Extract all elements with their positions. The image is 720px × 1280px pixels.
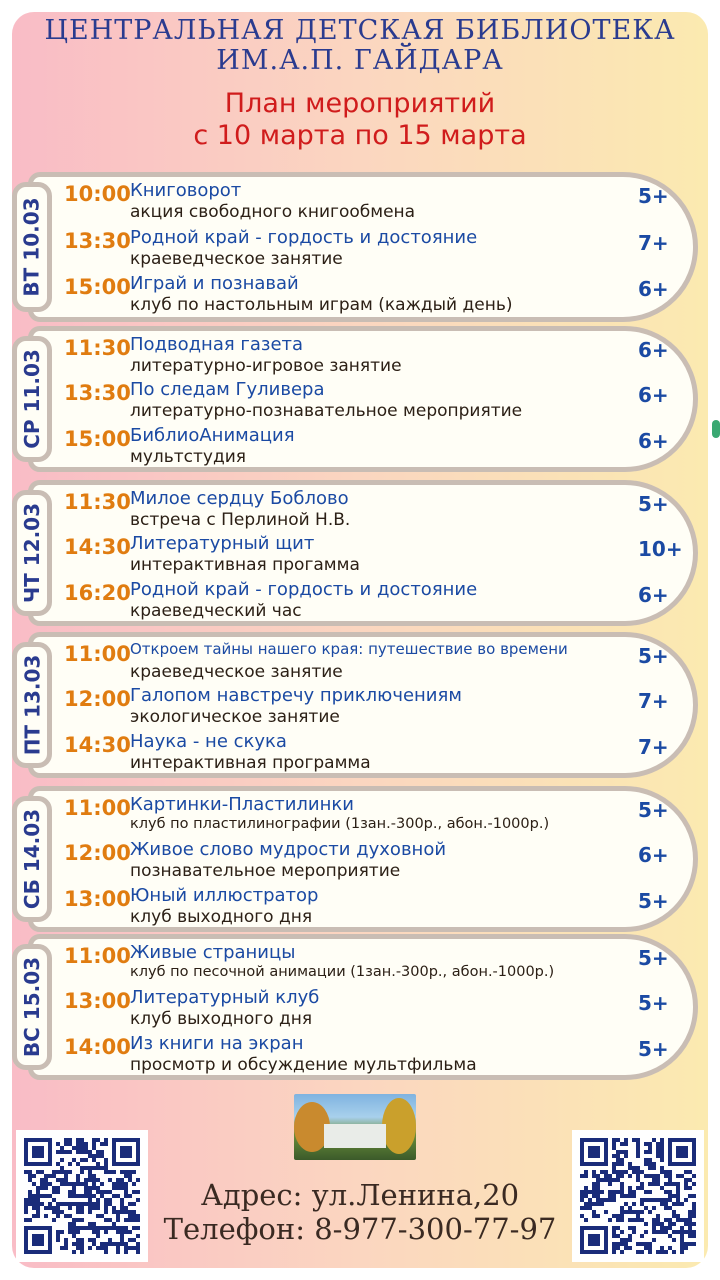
event-title: Подводная газета xyxy=(130,334,304,355)
edge-mark xyxy=(712,420,720,438)
event-time: 14:30 xyxy=(64,535,131,560)
event-time: 13:30 xyxy=(64,381,131,406)
age-rating: 6+ xyxy=(638,383,669,408)
event-title: Родной край - гордость и достояние xyxy=(130,578,478,600)
event-description: клуб выходного дня xyxy=(130,1009,313,1030)
age-rating: 5+ xyxy=(638,798,669,822)
event-time: 11:00 xyxy=(64,642,131,666)
day-label-text: СР 11.03 xyxy=(20,349,44,449)
event-description: краеведческое занятие xyxy=(130,248,343,269)
event-time: 13:00 xyxy=(64,886,131,911)
event-description: экологическое занятие xyxy=(130,707,340,728)
event-description: просмотр и обсуждение мультфильма xyxy=(130,1054,477,1075)
schedule-title: План мероприятий с 10 марта по 15 марта xyxy=(193,88,527,151)
age-rating: 5+ xyxy=(638,946,669,970)
event-title: Родной край - гордость и достояние xyxy=(130,226,478,248)
day-label-text: ПТ 13.03 xyxy=(20,654,45,756)
day-label xyxy=(12,796,52,922)
event-time: 14:00 xyxy=(64,1034,131,1059)
day-label xyxy=(12,944,52,1070)
event-description: клуб по пластилинографии (1зан.-300р., абон.-1000р.) xyxy=(130,816,550,832)
event-description: интерактивная прогамма xyxy=(130,555,360,576)
event-title: БиблиоАнимация xyxy=(130,424,295,446)
age-rating: 7+ xyxy=(638,734,669,759)
event-title: Галопом навстречу приключениям xyxy=(130,685,462,707)
event-title: Книговорот xyxy=(130,180,242,201)
event-title: Литературный щит xyxy=(130,533,315,555)
event-title: Наука - не скука xyxy=(130,730,287,752)
event-description: клуб по песочной анимации (1зан.-300р., абон.-1000р.) xyxy=(130,964,555,980)
day-label-text: ВС 15.03 xyxy=(20,956,44,1058)
event-description: литературно-познавательное мероприятие xyxy=(130,401,523,422)
event-time: 13:30 xyxy=(64,228,131,253)
event-title: Юный иллюстратор xyxy=(130,884,319,906)
age-rating: 5+ xyxy=(638,1036,669,1061)
event-time: 12:00 xyxy=(64,841,131,866)
event-description: акция свободного книгообмена xyxy=(130,202,416,222)
event-time: 15:00 xyxy=(64,426,131,451)
event-time: 16:20 xyxy=(64,580,131,605)
event-time: 11:30 xyxy=(64,490,131,514)
event-title: Играй и познавай xyxy=(130,273,299,295)
event-title: Литературный клуб xyxy=(130,987,320,1009)
event-time: 15:00 xyxy=(64,275,131,300)
event-description: литературно-игровое занятие xyxy=(130,356,402,376)
age-rating: 7+ xyxy=(638,689,669,714)
event-time: 12:00 xyxy=(64,687,131,712)
event-title: Живое слово мудрости духовной xyxy=(130,839,447,861)
day-label xyxy=(12,182,52,312)
age-rating: 5+ xyxy=(638,644,669,668)
address: Адрес: ул.Ленина,20 xyxy=(200,1178,520,1212)
event-title: По следам Гуливера xyxy=(130,379,325,401)
event-description: интерактивная программа xyxy=(130,752,371,773)
age-rating: 5+ xyxy=(638,184,669,208)
age-rating: 5+ xyxy=(638,888,669,913)
event-title: Из книги на экран xyxy=(130,1032,304,1054)
event-description: мультстудия xyxy=(130,446,247,467)
day-label xyxy=(12,490,52,616)
age-rating: 7+ xyxy=(638,230,669,255)
event-description: клуб по настольным играм (каждый день) xyxy=(130,295,513,316)
phone: Телефон: 8-977-300-77-97 xyxy=(163,1212,557,1246)
day-label-text: ВТ 10.03 xyxy=(20,197,44,297)
qr-code-right[interactable] xyxy=(572,1130,704,1262)
event-title: Откроем тайны нашего края: путешествие во времени xyxy=(130,640,568,658)
event-description: познавательное мероприятие xyxy=(130,861,401,882)
event-description: встреча с Перлиной Н.В. xyxy=(130,510,351,530)
event-description: клуб выходного дня xyxy=(130,906,313,927)
age-rating: 5+ xyxy=(638,991,669,1016)
age-rating: 5+ xyxy=(638,492,669,516)
event-time: 10:00 xyxy=(64,182,131,206)
day-label xyxy=(12,336,52,462)
age-rating: 10+ xyxy=(638,537,683,562)
age-rating: 6+ xyxy=(638,338,669,362)
age-rating: 6+ xyxy=(638,428,669,453)
event-title: Живые страницы xyxy=(130,942,296,963)
day-label xyxy=(12,642,52,768)
event-time: 11:30 xyxy=(64,336,131,360)
event-time: 14:30 xyxy=(64,732,131,757)
event-title: Картинки-Пластилинки xyxy=(130,794,354,815)
event-description: краеведческое занятие xyxy=(130,662,343,682)
library-title: ЦЕНТРАЛЬНАЯ ДЕТСКАЯ БИБЛИОТЕКА ИМ.А.П. ГАЙДАРА xyxy=(44,15,676,76)
age-rating: 6+ xyxy=(638,843,669,868)
library-photo xyxy=(294,1094,416,1160)
event-time: 11:00 xyxy=(64,944,131,968)
event-time: 13:00 xyxy=(64,989,131,1014)
event-description: краеведческий час xyxy=(130,600,302,621)
qr-code-left[interactable] xyxy=(16,1130,148,1262)
event-time: 11:00 xyxy=(64,796,131,820)
age-rating: 6+ xyxy=(638,582,669,607)
day-label-text: ЧТ 12.03 xyxy=(20,502,44,604)
day-label-text: СБ 14.03 xyxy=(20,808,44,910)
age-rating: 6+ xyxy=(638,277,669,302)
event-title: Милое сердцу Боблово xyxy=(130,488,349,509)
